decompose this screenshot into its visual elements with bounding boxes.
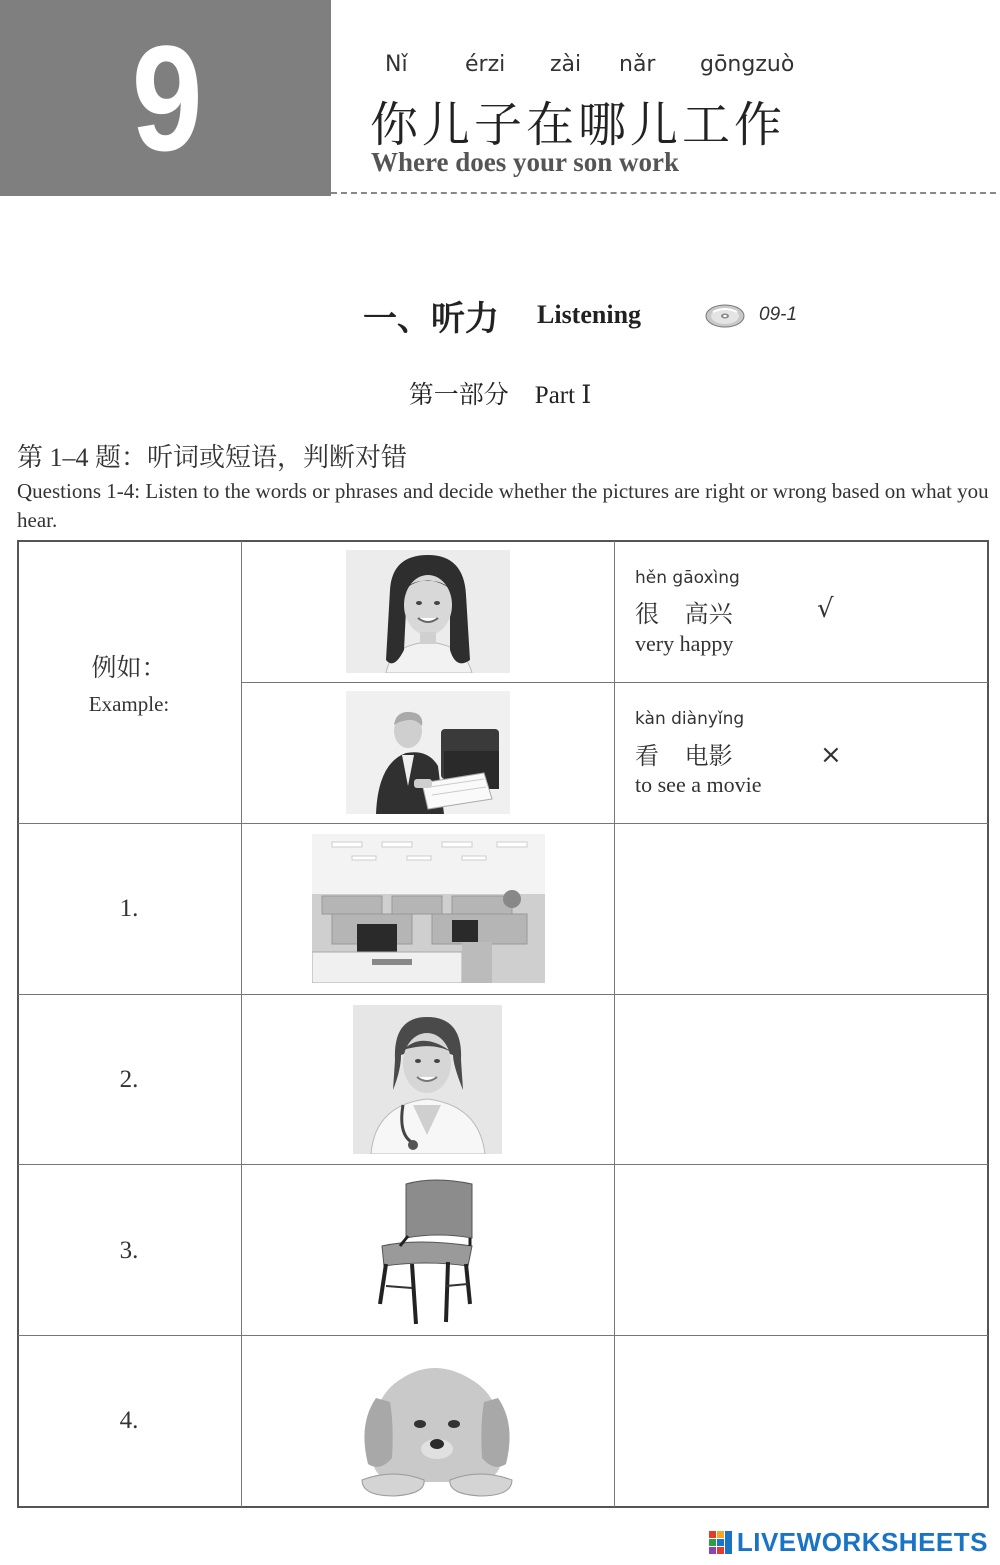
example-hanzi: 很 高兴 — [635, 600, 733, 628]
example-label — [17, 648, 241, 717]
table-divider — [18, 823, 988, 824]
lesson-number: 9 — [131, 13, 200, 182]
man-reading-photo — [346, 691, 510, 814]
brand-name: LIVEWORKSHEETS — [736, 1526, 988, 1557]
section-heading — [363, 290, 797, 340]
example-hanzi: 看 电影 — [635, 742, 733, 770]
puppy-photo — [354, 1354, 520, 1497]
question-number: 2. — [119, 1066, 139, 1093]
lesson-title-chinese: 你儿子在哪儿工作 — [370, 97, 787, 153]
table-divider — [241, 682, 988, 683]
smiling-girl-photo — [346, 550, 510, 673]
example-english: very happy — [635, 631, 734, 656]
question-number: 1. — [119, 895, 139, 922]
wrong-mark: × — [820, 740, 842, 770]
pinyin-word: zài — [550, 52, 582, 77]
pinyin-word: gōngzuò — [700, 52, 795, 77]
section-title-english: Listening — [537, 300, 642, 329]
part-heading — [0, 375, 1000, 411]
question-number: 3. — [119, 1237, 139, 1264]
table-divider — [241, 541, 242, 1507]
doctor-photo — [353, 1005, 502, 1154]
office-photo — [312, 834, 545, 983]
cd-icon[interactable] — [705, 301, 747, 329]
pinyin-word: nǎr — [619, 52, 656, 77]
header-divider — [331, 192, 996, 194]
example-label-chinese: 例如： — [91, 655, 167, 682]
section-title-chinese: 一、听力 — [363, 298, 499, 339]
part-title-english: Part Ⅰ — [534, 382, 592, 409]
table-divider — [18, 1164, 988, 1165]
question-number: 4. — [119, 1407, 139, 1434]
pinyin-word: érzi — [465, 52, 506, 77]
lesson-title-english: Where does your son work — [371, 147, 680, 177]
example-label-english: Example: — [88, 692, 170, 716]
example-pinyin: hěn gāoxìng — [635, 568, 740, 588]
chair-photo — [376, 1176, 479, 1324]
part-title-chinese: 第一部分 — [408, 382, 509, 409]
table-divider — [18, 994, 988, 995]
brand-watermark[interactable] — [708, 1525, 988, 1559]
instructions-chinese: 第 1–4 题：听词或短语，判断对错 — [17, 443, 408, 472]
example-pinyin: kàn diànyǐng — [635, 709, 745, 729]
example-english: to see a movie — [635, 772, 762, 797]
audio-track-number[interactable]: 09-1 — [759, 304, 798, 325]
pinyin-word: Nǐ — [385, 52, 408, 77]
table-divider — [18, 1335, 988, 1336]
instructions-english: Questions 1-4: Listen to the words or phrases and decide whether the pictures are right or wrong based on what you hear. — [17, 479, 989, 532]
liveworksheets-logo-icon — [708, 1529, 734, 1555]
table-divider — [614, 541, 615, 1507]
correct-mark: √ — [817, 594, 834, 624]
